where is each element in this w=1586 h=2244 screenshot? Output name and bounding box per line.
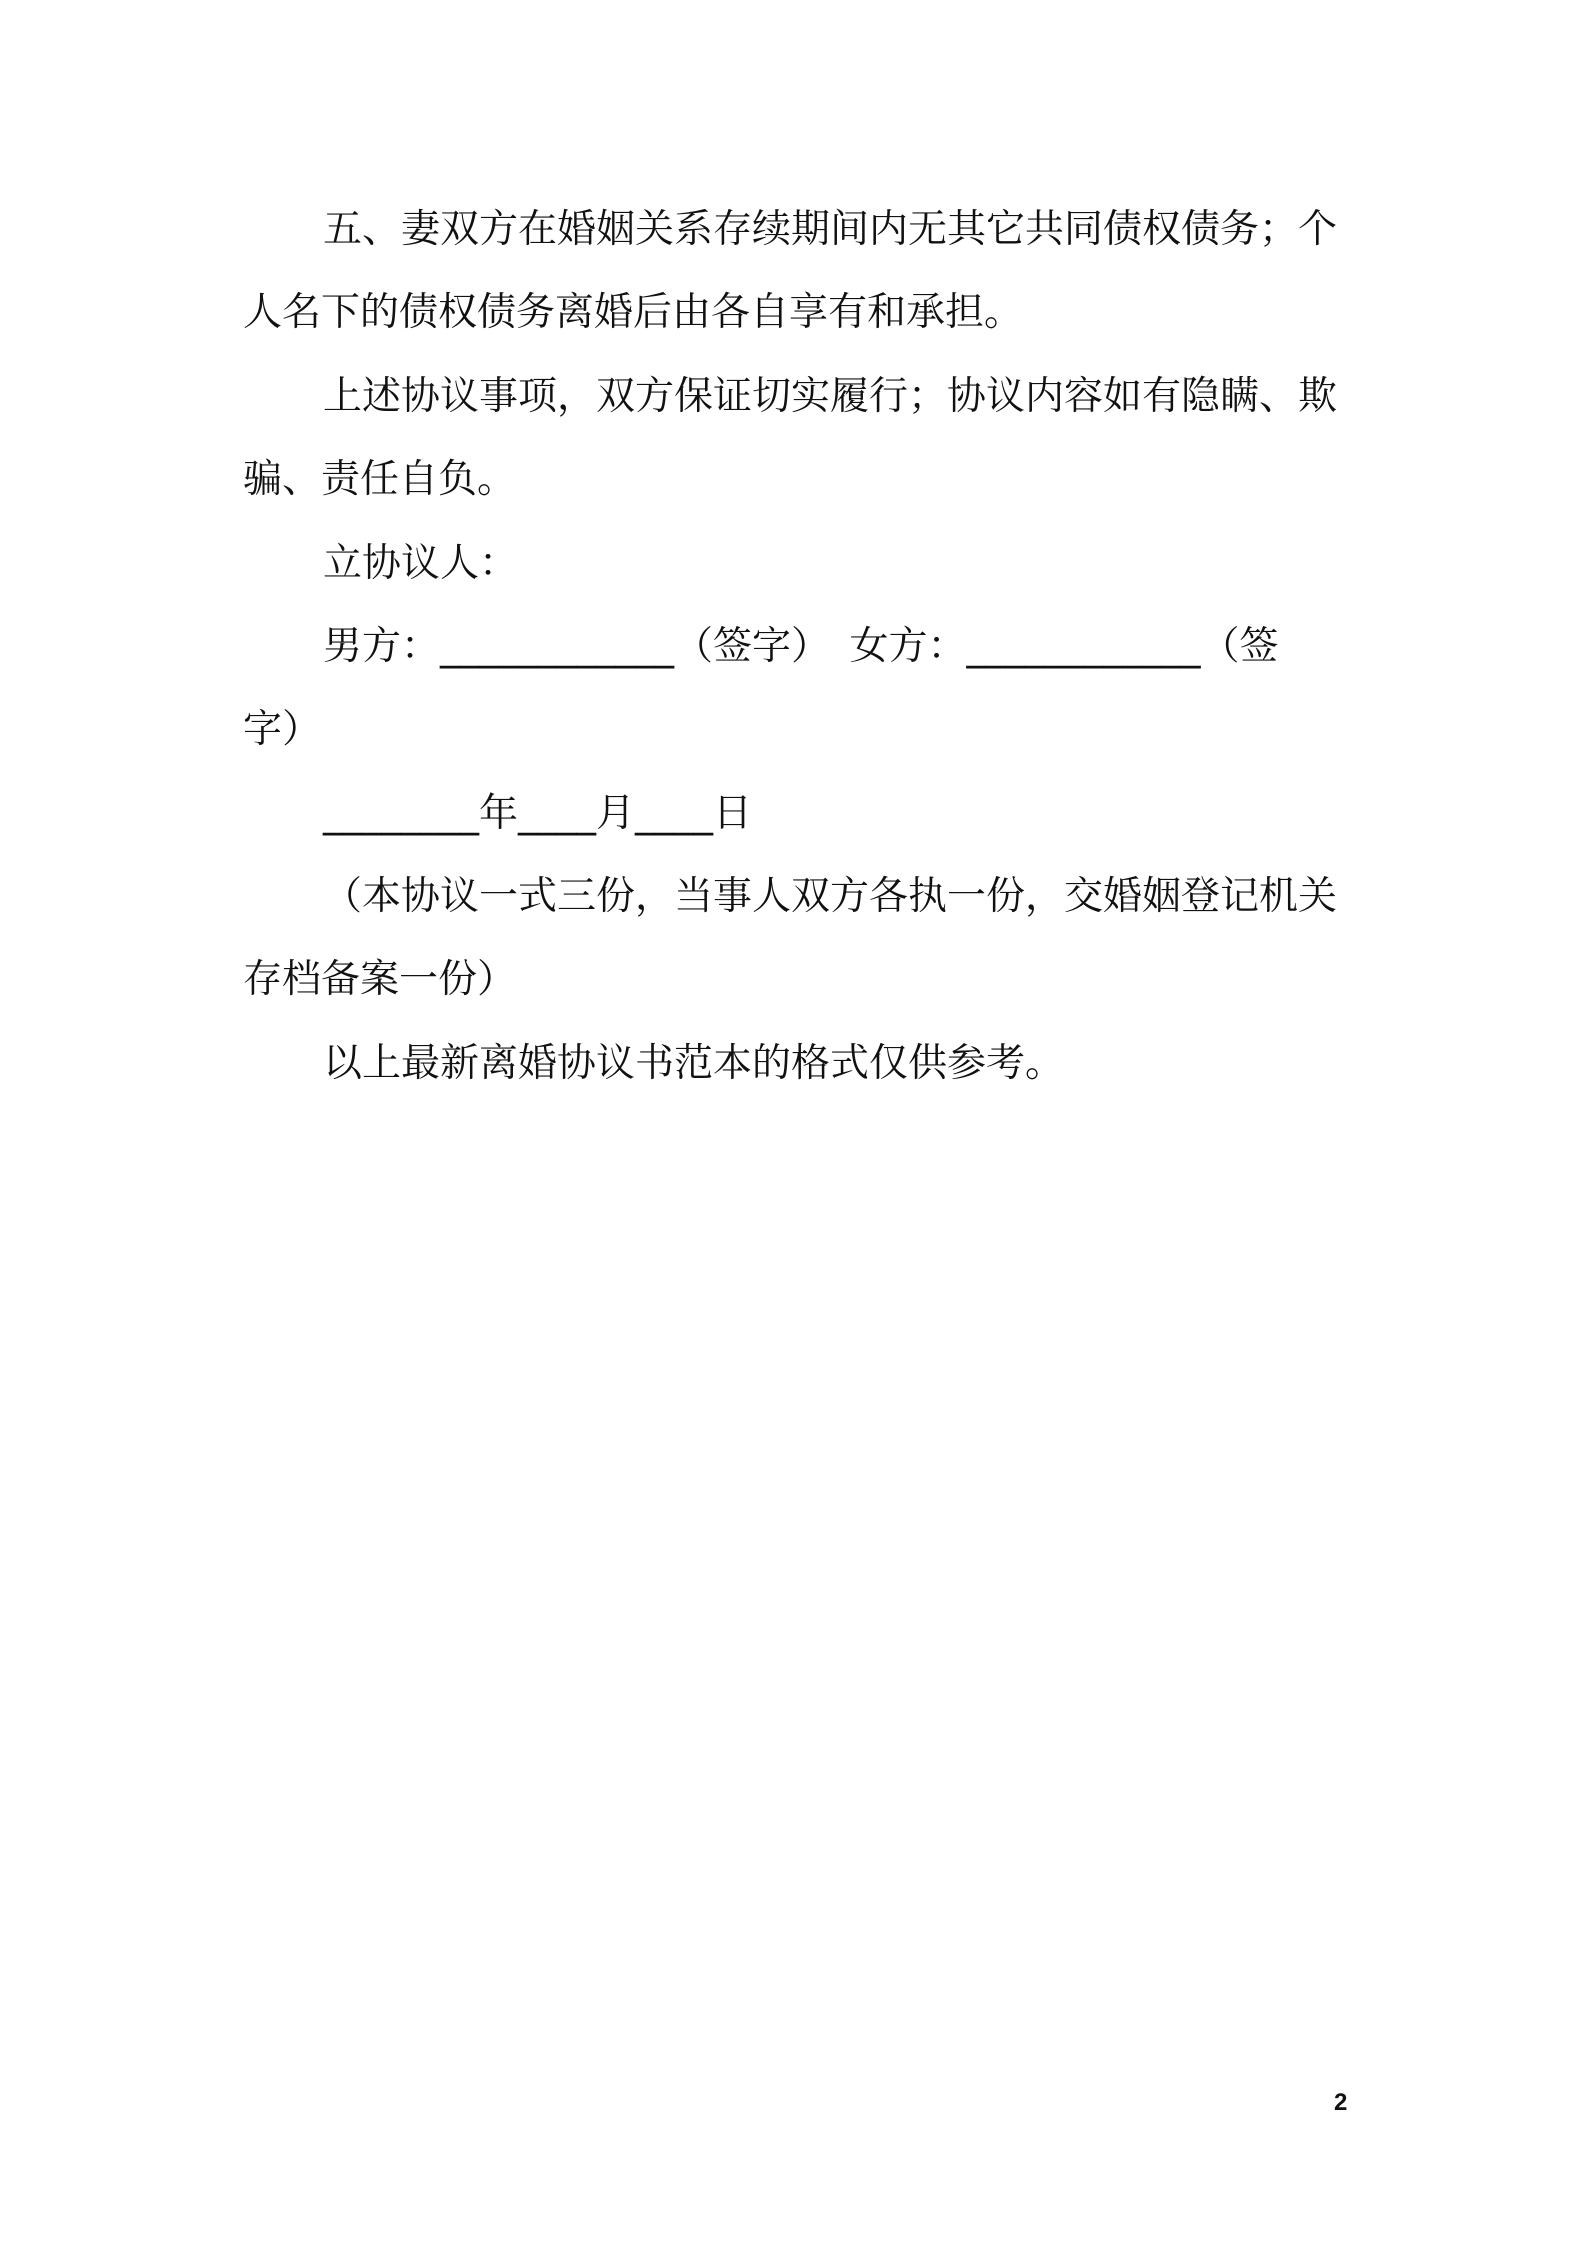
paragraph-line-1: 五、妻双方在婚姻关系存续期间内无其它共同债权债务；个 <box>323 207 1338 252</box>
signature-line-wrap: 字） <box>243 707 322 752</box>
note-line-2: 存档备案一份） <box>243 957 517 1002</box>
note-line-1: （本协议一式三份，当事人双方各执一份，交婚姻登记机关 <box>323 874 1338 919</box>
paragraph-line-4: 骗、责任自负。 <box>243 457 517 502</box>
paragraph-line-3: 上述协议事项，双方保证切实履行；协议内容如有隐瞒、欺 <box>323 374 1338 419</box>
paragraph-line-2: 人名下的债权债务离婚后由各自享有和承担。 <box>243 290 1024 335</box>
page-number: 2 <box>1334 2089 1348 2116</box>
date-line: ________年____月____日 <box>323 791 753 836</box>
signatories-heading: 立协议人： <box>323 541 519 586</box>
signature-line: 男方：____________（签字） 女方：____________（签 <box>323 624 1279 669</box>
closing-line: 以上最新离婚协议书范本的格式仅供参考。 <box>323 1041 1065 1086</box>
